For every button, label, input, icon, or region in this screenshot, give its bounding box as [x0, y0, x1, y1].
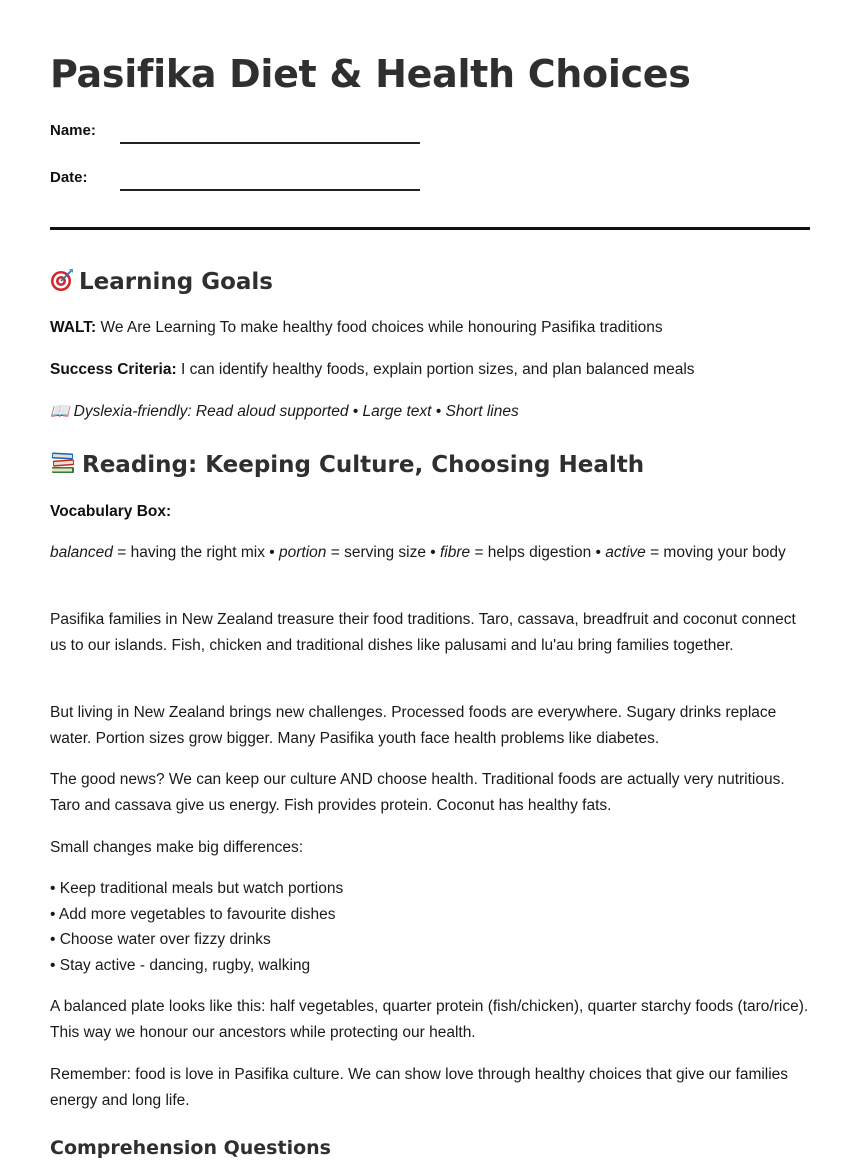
list-item: • Keep traditional meals but watch portions: [50, 880, 344, 897]
reading-paragraph: But living in New Zealand brings new challenges. Processed foods are everywhere. Sugary drinks replace water. Portion sizes grow bigger. Many Pasifika youth face health problems like diabetes.: [50, 704, 777, 747]
walt-label: WALT:: [50, 319, 97, 336]
date-field[interactable]: [50, 169, 470, 199]
reading-paragraph: Pasifika families in New Zealand treasure their food traditions. Taro, cassava, breadfruit and coconut connect us to our islands. Fish, chicken and traditional dishes like palusami and lu'au bring families together.: [50, 611, 796, 654]
vocab-term: portion: [279, 544, 327, 561]
reading-heading: [50, 450, 644, 480]
tips-list: [50, 876, 810, 978]
comprehension-heading: Comprehension Questions: [50, 1137, 331, 1159]
success-criteria-line: [50, 357, 810, 383]
walt-line: [50, 315, 810, 341]
books-icon: [50, 451, 74, 473]
reading-paragraph: The good news? We can keep our culture AND choose health. Traditional foods are actually very nutritious. Taro and cassava give us energy. Fish provides protein. Coconut has healthy fats.: [50, 771, 785, 814]
name-line[interactable]: [120, 142, 420, 144]
dyslexia-note-text: Dyslexia-friendly: Read aloud supported • Large text • Short lines: [73, 403, 519, 420]
list-item: • Choose water over fizzy drinks: [50, 931, 271, 948]
vocab-def: = moving your body: [645, 544, 786, 561]
vocab-box: [50, 540, 810, 566]
learning-goals-heading: [50, 267, 273, 297]
vocab-def: = serving size •: [326, 544, 440, 561]
list-item: • Stay active - dancing, rugby, walking: [50, 956, 311, 974]
success-criteria-label: Success Criteria:: [50, 361, 177, 378]
vocab-def: = having the right mix •: [112, 544, 280, 561]
walt-text: We Are Learning To make healthy food choices while honouring Pasifika traditions: [96, 319, 663, 336]
success-criteria-text: I can identify healthy foods, explain portion sizes, and plan balanced meals: [176, 361, 695, 378]
page-title: Pasifika Diet & Health Choices: [50, 52, 691, 96]
learning-goals-title: Learning Goals: [79, 269, 273, 295]
vocab-term: fibre: [439, 544, 471, 561]
header-divider: [50, 227, 810, 230]
reading-paragraph: A balanced plate looks like this: half vegetables, quarter protein (fish/chicken), quarter starchy foods (taro/rice). This way we honour our ancestors while protecting our health.: [50, 998, 809, 1041]
reading-paragraph: Small changes make big differences:: [50, 839, 304, 856]
vocab-term: balanced: [50, 544, 113, 561]
vocab-def: = helps digestion •: [470, 544, 606, 561]
open-book-icon: 📖: [50, 403, 70, 420]
name-label: Name:: [50, 122, 96, 139]
vocab-label: Vocabulary Box:: [50, 503, 172, 520]
vocab-term: active: [605, 544, 646, 561]
dyslexia-note: [50, 399, 810, 425]
list-item: • Add more vegetables to favourite dishes: [50, 905, 336, 923]
date-label: Date:: [50, 169, 88, 186]
name-field[interactable]: [50, 122, 470, 152]
target-icon: [50, 268, 72, 290]
reading-title: Reading: Keeping Culture, Choosing Health: [82, 452, 645, 478]
date-line[interactable]: [120, 189, 420, 191]
reading-paragraph: Remember: food is love in Pasifika culture. We can show love through healthy choices that give our families energy and long life.: [50, 1066, 789, 1109]
